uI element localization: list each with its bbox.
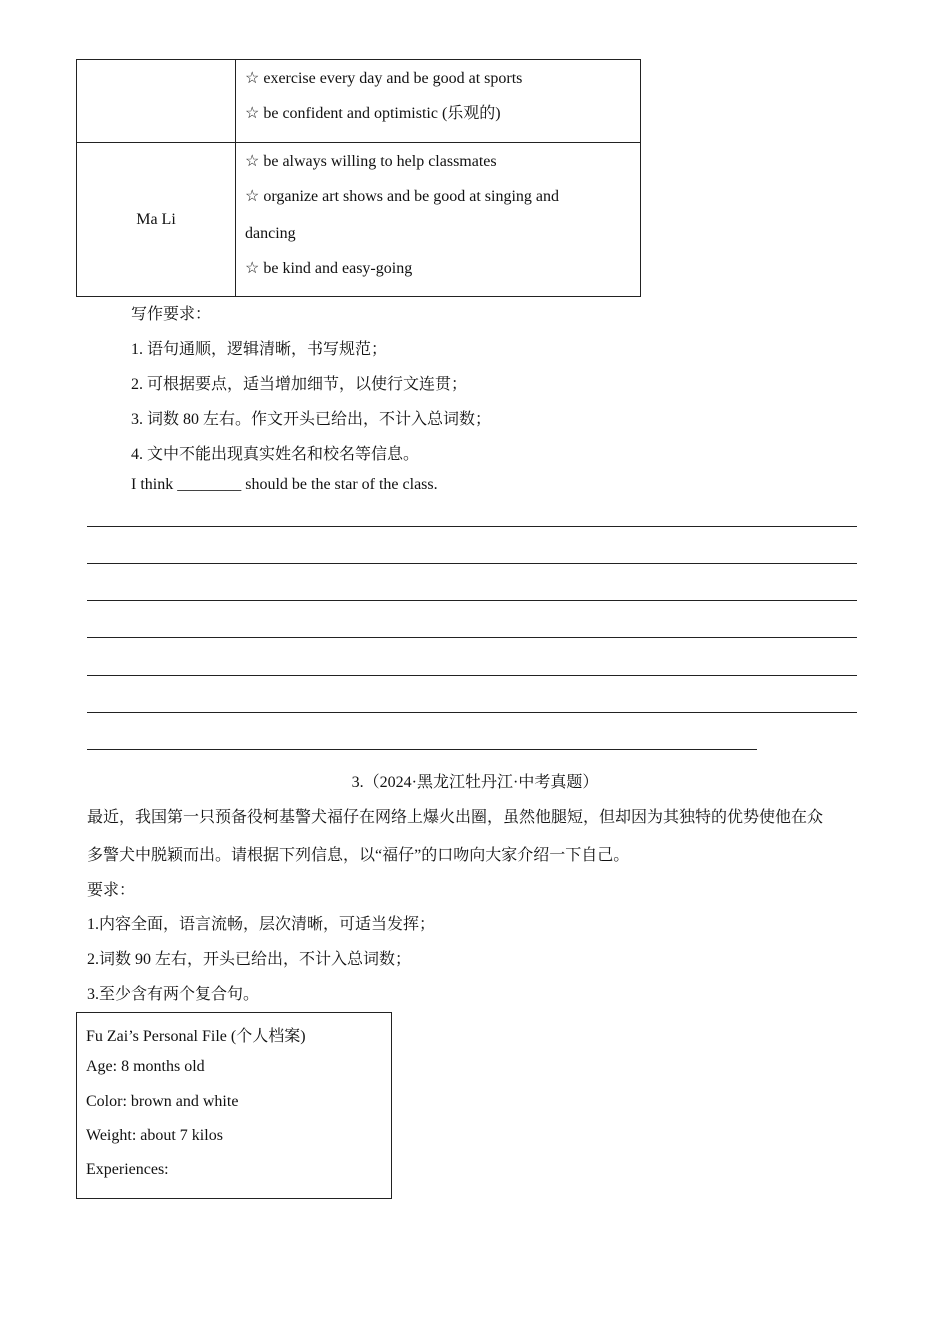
trait-item: ☆ be always willing to help classmates — [245, 153, 497, 170]
requirement-item: 2. 可根据要点，适当增加细节，以使行文连贯； — [131, 376, 468, 393]
trait-item: ☆ exercise every day and be good at sports — [245, 70, 523, 87]
question-requirement-item: 2.词数 90 左右，开头已给出，不计入总词数； — [87, 951, 412, 968]
writing-line[interactable] — [87, 749, 757, 750]
table-row — [77, 60, 641, 143]
question-intro: 多警犬中脱颖而出。请根据下列信息，以“福仔”的口吻向大家介绍一下自己。 — [87, 847, 630, 864]
candidate-traits-cell — [236, 143, 641, 297]
writing-line[interactable] — [87, 526, 857, 527]
writing-line[interactable] — [87, 637, 857, 638]
candidate-table — [76, 59, 641, 297]
writing-line[interactable] — [87, 712, 857, 713]
writing-line[interactable] — [87, 600, 857, 601]
requirements-heading: 写作要求： — [131, 306, 212, 323]
essay-opening: I think ________ should be the star of the class. — [131, 476, 438, 493]
question-title: 3.（2024·黑龙江牡丹江·中考真题） — [351, 774, 599, 791]
question-requirement-item: 3.至少含有两个复合句。 — [87, 986, 260, 1003]
trait-item: ☆ be kind and easy-going — [245, 260, 413, 277]
writing-line[interactable] — [87, 563, 857, 564]
requirement-item: 1. 语句通顺，逻辑清晰，书写规范； — [131, 341, 388, 358]
personal-file-color: Color: brown and white — [86, 1093, 239, 1110]
writing-line[interactable] — [87, 675, 857, 676]
personal-file-weight: Weight: about 7 kilos — [86, 1127, 223, 1144]
candidate-name-cell: Ma Li — [77, 143, 236, 297]
requirement-item: 3. 词数 80 左右。作文开头已给出，不计入总词数； — [131, 411, 492, 428]
personal-file-experiences: Experiences: — [86, 1161, 169, 1178]
requirement-item: 4. 文中不能出现真实姓名和校名等信息。 — [131, 446, 420, 463]
question-intro: 最近，我国第一只预备役柯基警犬福仔在网络上爆火出圈，虽然他腿短，但却因为其独特的优势使他在众 — [87, 809, 824, 826]
personal-file-title: Fu Zai’s Personal File (个人档案) — [86, 1028, 306, 1045]
candidate-name-cell — [77, 60, 236, 143]
trait-item: ☆ organize art shows and be good at singing and — [245, 188, 559, 205]
candidate-traits-cell — [236, 60, 641, 143]
question-requirements-heading: 要求： — [87, 882, 136, 899]
trait-item: dancing — [245, 225, 296, 242]
question-requirement-item: 1.内容全面，语言流畅，层次清晰，可适当发挥； — [87, 916, 436, 933]
personal-file-box — [76, 1012, 392, 1199]
trait-item: ☆ be confident and optimistic (乐观的) — [245, 105, 501, 122]
personal-file-age: Age: 8 months old — [86, 1058, 205, 1075]
table-row — [77, 143, 641, 297]
